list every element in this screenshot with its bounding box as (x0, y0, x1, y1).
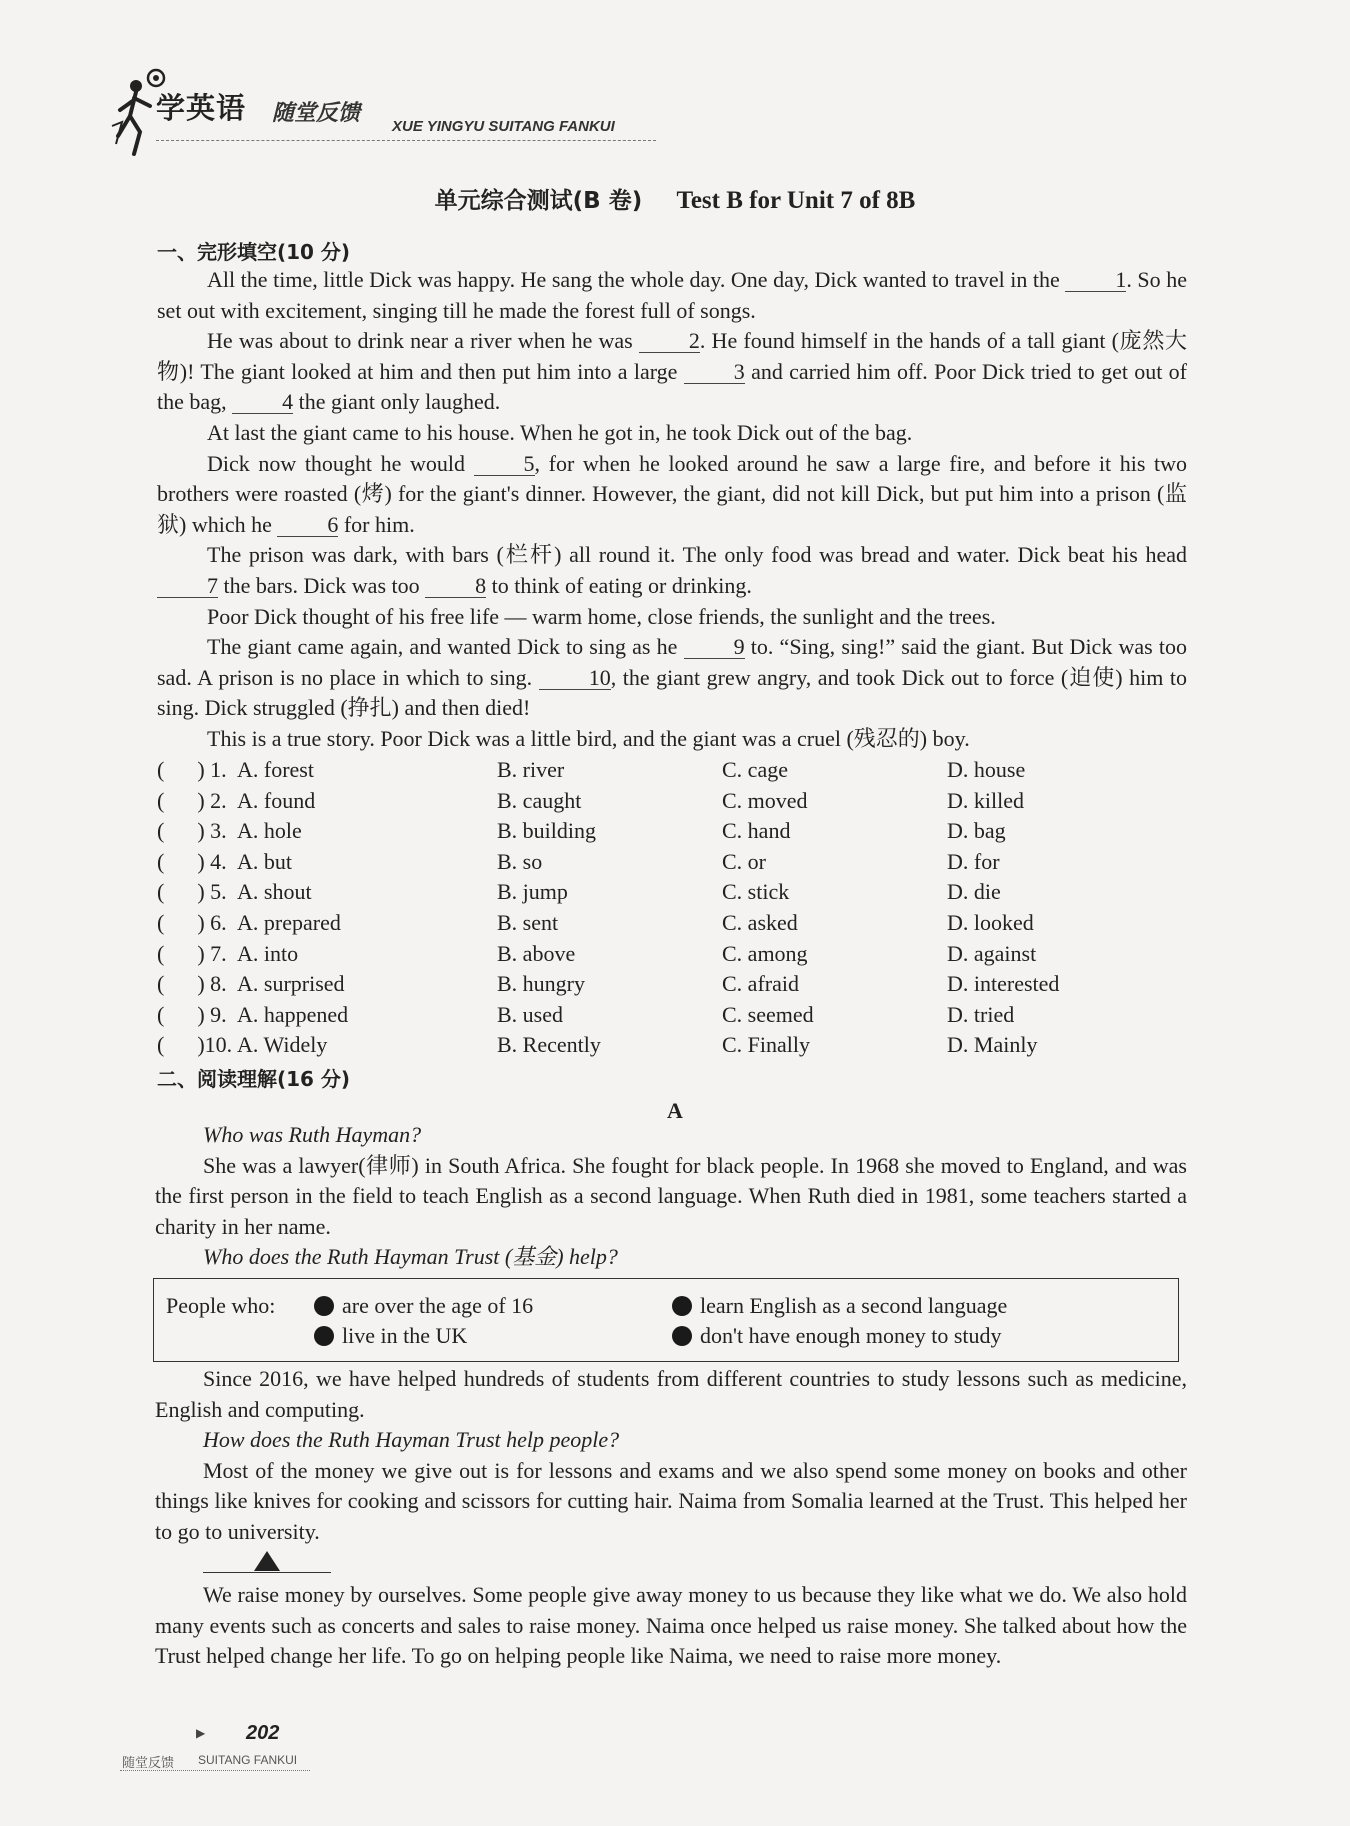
title-english: Test B for Unit 7 of 8B (676, 187, 916, 214)
question-heading: How does the Ruth Hayman Trust help people? (203, 1427, 620, 1453)
bullet-dot-icon (672, 1296, 692, 1316)
option-c[interactable]: C. Finally (722, 1032, 811, 1058)
option-b[interactable]: B. building (497, 818, 597, 844)
box-item: learn English as a second language (672, 1293, 1007, 1319)
cloze-blank[interactable]: 1 (1065, 269, 1126, 292)
cloze-text: , for when he looked around he saw a large fire, and before it his two brothers were roasted (烤) for the giant's dinner. However, the giant, did not kill Dick, but put him into a prison (监狱) which he (157, 450, 1187, 537)
option-d[interactable]: D. house (947, 757, 1026, 782)
page-arrow-icon: ▶ (196, 1726, 206, 1740)
answer-slot[interactable]: ( ) 4. (157, 848, 227, 874)
cloze-text: At last the giant came to his house. When he got in, he took Dick out of the bag. (207, 419, 913, 445)
option-row (157, 1002, 1187, 1033)
cloze-text: The giant came again, and wanted Dick to sing as he (207, 634, 684, 660)
cloze-text: and carried him off. Poor Dick tried to get out of the bag, (157, 358, 1188, 415)
option-b[interactable]: B. Recently (497, 1032, 601, 1058)
option-b[interactable]: B. river (497, 757, 565, 782)
cloze-paragraph (157, 632, 1187, 724)
option-d[interactable]: D. die (947, 879, 1001, 905)
cloze-text: He was about to drink near a river when he was (207, 328, 639, 354)
box-item: live in the UK (314, 1323, 467, 1349)
bullet-dot-icon (672, 1326, 692, 1346)
blank-triangle-icon (254, 1551, 280, 1571)
option-row (157, 879, 1187, 910)
option-c[interactable]: C. hand (722, 818, 791, 844)
option-d[interactable]: D. for (947, 848, 1000, 874)
option-c[interactable]: C. asked (722, 909, 798, 935)
answer-slot[interactable]: ( ) 6. (157, 909, 227, 935)
option-c[interactable]: C. afraid (722, 971, 799, 997)
question-heading: Who does the Ruth Hayman Trust (基金) help? (203, 1244, 618, 1270)
cloze-blank[interactable]: 4 (232, 391, 293, 414)
option-c[interactable]: C. among (722, 940, 808, 966)
bullet-dot-icon (314, 1296, 334, 1316)
option-a[interactable]: A. hole (237, 818, 302, 844)
option-c[interactable]: C. moved (722, 787, 808, 813)
logo-pinyin: XUE YINGYU SUITANG FANKUI (392, 118, 615, 135)
cloze-text: Dick now thought he would (207, 450, 474, 476)
title-chinese: 单元综合测试(B 卷) (434, 188, 643, 214)
cloze-blank[interactable]: 8 (425, 575, 486, 598)
option-row (157, 971, 1187, 1002)
logo-chinese-subtitle: 随堂反馈 (272, 101, 361, 126)
answer-slot[interactable]: ( ) 3. (157, 818, 227, 844)
option-a[interactable]: A. but (237, 848, 292, 874)
answer-slot[interactable]: ( ) 8. (157, 971, 227, 997)
cloze-blank[interactable]: 2 (639, 330, 700, 353)
cloze-paragraph (157, 724, 1187, 755)
book-header (96, 48, 656, 158)
option-row (157, 788, 1187, 819)
reading-passage-bottom (155, 1580, 1187, 1672)
section-heading-reading: 二、阅读理解(16 分) (157, 1067, 351, 1091)
option-a[interactable]: A. forest (237, 757, 314, 782)
cloze-text: to think of eating or drinking. (486, 572, 752, 598)
cloze-blank[interactable]: 7 (157, 575, 218, 598)
cloze-text: the bars. Dick was too (218, 572, 426, 598)
option-b[interactable]: B. so (497, 848, 543, 874)
option-d[interactable]: D. tried (947, 1001, 1015, 1027)
answer-slot[interactable]: ( )10. (157, 1032, 233, 1058)
answer-slot[interactable]: ( ) 5. (157, 879, 227, 905)
option-a[interactable]: A. prepared (237, 909, 341, 935)
option-row (157, 818, 1187, 849)
option-d[interactable]: D. looked (947, 909, 1034, 935)
option-c[interactable]: C. stick (722, 879, 790, 905)
cloze-text: All the time, little Dick was happy. He sang the whole day. One day, Dick wanted to travel in the (207, 267, 1066, 292)
logo-chinese-title: 学英语 (156, 91, 247, 125)
option-c[interactable]: C. or (722, 848, 766, 874)
option-d[interactable]: D. interested (947, 971, 1060, 997)
cloze-text: , the giant grew angry, and took Dick out to force (迫使) him to sing. Dick struggled (挣扎) and then died! (157, 664, 1188, 721)
reading-passage-top (155, 1120, 1187, 1273)
option-b[interactable]: B. used (497, 1001, 563, 1027)
paragraph: Since 2016, we have helped hundreds of students from different countries to study lessons such as medicine, English and computing. (155, 1366, 1187, 1422)
option-d[interactable]: D. Mainly (947, 1032, 1038, 1058)
cloze-blank[interactable]: 9 (684, 636, 745, 659)
box-item: are over the age of 16 (314, 1293, 533, 1319)
box-item: don't have enough money to study (672, 1323, 1002, 1349)
cloze-text: the giant only laughed. (293, 389, 501, 415)
paragraph: She was a lawyer(律师) in South Africa. She fought for black people. In 1968 she moved to England, and was the first person in the field to teach English as a second language. When Ruth died in 1981, some teachers started a charity in her name. (155, 1152, 1187, 1239)
option-c[interactable]: C. seemed (722, 1001, 814, 1027)
answer-blank-line[interactable] (203, 1572, 331, 1573)
reading-passage-middle (155, 1364, 1187, 1548)
option-b[interactable]: B. above (497, 940, 576, 966)
footer-pinyin: SUITANG FANKUI (198, 1753, 298, 1767)
paragraph: Most of the money we give out is for lessons and exams and we also spend some money on books and other things like knives for cooking and scissors for cutting hair. Naima from Somalia learned at the Trust. This helped her to go to university. (155, 1457, 1187, 1544)
option-b[interactable]: B. hungry (497, 971, 585, 997)
option-d[interactable]: D. against (947, 940, 1037, 966)
option-b[interactable]: B. sent (497, 909, 559, 935)
option-a[interactable]: A. into (237, 940, 299, 966)
paragraph: We raise money by ourselves. Some people give away money to us because they like what we do. We also hold many events such as concerts and sales to raise money. Naima once helped us raise money. She talked about how the Trust helped change her life. To go on helping people like Naima, we need to raise more money. (155, 1582, 1187, 1669)
option-a[interactable]: A. surprised (237, 971, 345, 997)
bullet-dot-icon (314, 1326, 334, 1346)
option-a[interactable]: A. found (237, 787, 316, 813)
cloze-paragraph (157, 326, 1187, 418)
header-divider (156, 140, 656, 141)
option-row (157, 1032, 1187, 1063)
section-heading-cloze: 一、完形填空(10 分) (157, 240, 351, 264)
option-a[interactable]: A. happened (237, 1001, 349, 1027)
cloze-text: . He found himself in the hands of a tall giant (庞然大物)! The giant looked at him and then put him into a large (157, 328, 1187, 384)
option-b[interactable]: B. jump (497, 879, 568, 905)
answer-slot[interactable]: ( ) 2. (157, 787, 227, 813)
cloze-paragraph (157, 418, 1187, 449)
cloze-blank[interactable]: 6 (277, 514, 338, 537)
option-row (157, 941, 1187, 972)
option-row (157, 849, 1187, 880)
option-a[interactable]: A. shout (237, 879, 312, 905)
question-heading: Who was Ruth Hayman? (203, 1122, 422, 1147)
option-c[interactable]: C. cage (722, 757, 788, 782)
answer-slot[interactable]: ( ) 1. (157, 757, 227, 782)
cloze-paragraph (157, 449, 1187, 541)
option-d[interactable]: D. killed (947, 787, 1024, 813)
cloze-text: to. “Sing, sing!” said the giant. But Dick was too sad. A prison is no place in which to sing. (157, 634, 1187, 690)
answer-slot[interactable]: ( ) 7. (157, 940, 227, 966)
cloze-paragraph (157, 540, 1187, 601)
cloze-passage (157, 265, 1187, 755)
box-label: People who: (166, 1293, 276, 1318)
footer-chinese: 随堂反馈 (122, 1756, 175, 1771)
cloze-paragraph (157, 602, 1187, 633)
page-number: 202 (246, 1722, 280, 1744)
passage-label-a: A (667, 1098, 683, 1123)
option-d[interactable]: D. bag (947, 818, 1006, 844)
cloze-options (157, 757, 1187, 1063)
cloze-text: This is a true story. Poor Dick was a little bird, and the giant was a cruel (残忍的) boy. (207, 725, 970, 751)
footer-divider (120, 1770, 310, 1771)
cloze-text: The prison was dark, with bars (栏杆) all round it. The only food was bread and water. Dick beat his head (207, 542, 1187, 568)
cloze-paragraph (157, 265, 1187, 326)
eligibility-box (153, 1278, 1179, 1362)
answer-slot[interactable]: ( ) 9. (157, 1001, 227, 1027)
cloze-blank[interactable]: 10 (539, 667, 611, 690)
cloze-text: . So he set out with excitement, singing till he made the forest full of songs. (157, 267, 1187, 323)
option-b[interactable]: B. caught (497, 787, 582, 813)
option-a[interactable]: A. Widely (237, 1032, 328, 1058)
cloze-text: for him. (338, 511, 415, 537)
cloze-blank[interactable]: 5 (474, 453, 535, 476)
option-row (157, 910, 1187, 941)
option-row (157, 757, 1187, 788)
cloze-blank[interactable]: 3 (684, 361, 745, 384)
page-title (0, 182, 1350, 215)
cloze-text: Poor Dick thought of his free life — warm home, close friends, the sunlight and the trees. (207, 603, 996, 629)
